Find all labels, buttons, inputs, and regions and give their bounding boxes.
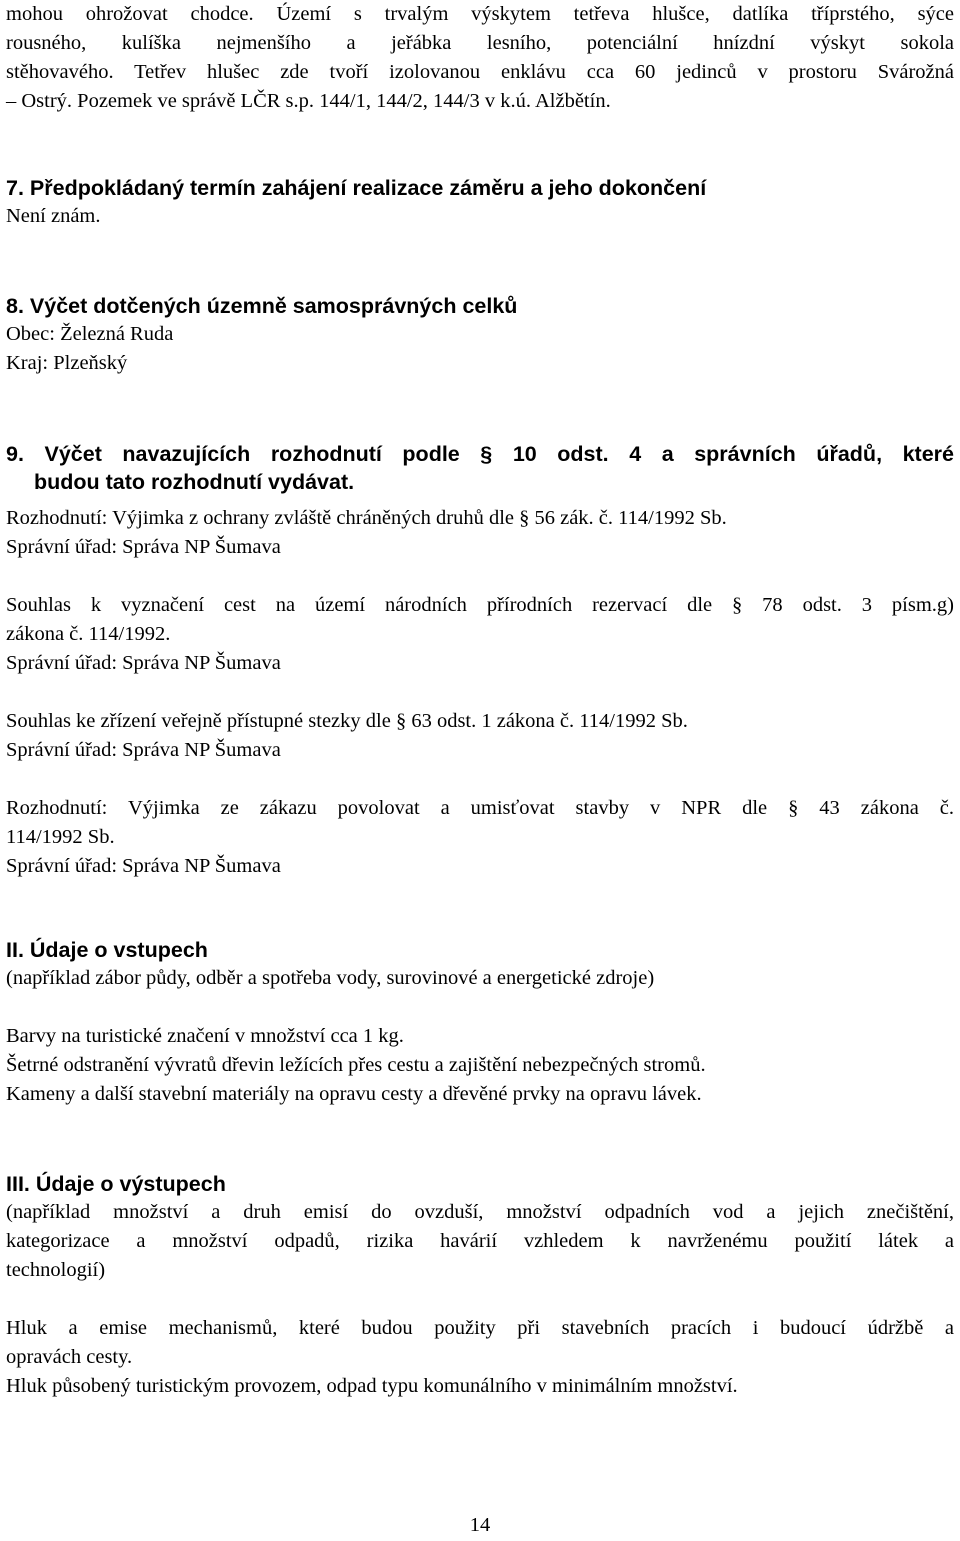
decision-line: zákona č. 114/1992. xyxy=(6,623,171,645)
section-9-items xyxy=(6,504,954,881)
section-7-heading: 7. Předpokládaný termín zahájení realizace záměru a jeho dokončení xyxy=(6,176,707,200)
decision-line: Rozhodnutí: Výjimka ze zákazu povolovat a umisťovat stavby v NPR dle § 43 zákona č. xyxy=(6,797,954,819)
decision-line: Rozhodnutí: Výjimka z ochrany zvláště chráněných druhů dle § 56 zák. č. 114/1992 Sb. xyxy=(6,507,727,529)
section-8-kraj: Kraj: Plzeňský xyxy=(6,352,128,374)
intro-line: rousného, kulíška nejmenšího a jeřábka lesního, potenciální hnízdní výskyt sokola xyxy=(6,32,954,54)
section-9-heading-line: budou tato rozhodnutí vydávat. xyxy=(34,470,355,494)
section-9 xyxy=(6,440,954,496)
section-II-note: (například zábor půdy, odběr a spotřeba vody, surovinové a energetické zdroje) xyxy=(6,967,655,989)
section-III-note-line: kategorizace a množství odpadů, rizika havárií vzhledem k navrženému použití látek a xyxy=(6,1230,954,1252)
input-line: Barvy na turistické značení v množství cca 1 kg. xyxy=(6,1025,404,1047)
input-line: Kameny a další stavební materiály na opravu cesty a dřevěné prvky na opravu lávek. xyxy=(6,1083,702,1105)
decision-line: Souhlas k vyznačení cest na území národních přírodních rezervací dle § 78 odst. 3 písm.g) xyxy=(6,594,954,616)
intro-line: – Ostrý. Pozemek ve správě LČR s.p. 144/1, 144/2, 144/3 v k.ú. Alžbětín. xyxy=(6,90,611,112)
section-III-note-line: technologií) xyxy=(6,1259,106,1281)
section-II xyxy=(6,936,954,1109)
section-III xyxy=(6,1170,954,1401)
section-III-heading: III. Údaje o výstupech xyxy=(6,1172,226,1196)
input-line: Šetrné odstranění vývratů dřevin ležících přes cestu a zajištění nebezpečných stromů. xyxy=(6,1054,706,1076)
intro-line: mohou ohrožovat chodce. Území s trvalým výskytem tetřeva hlušce, datlíka tříprstého, sýce xyxy=(6,3,954,25)
authority-line: Správní úřad: Správa NP Šumava xyxy=(6,652,281,674)
output-line: Hluk a emise mechanismů, které budou použity při stavebních pracích i budoucí údržbě a xyxy=(6,1317,954,1339)
section-8-obec: Obec: Železná Ruda xyxy=(6,323,174,345)
authority-line: Správní úřad: Správa NP Šumava xyxy=(6,855,281,877)
output-line: opravách cesty. xyxy=(6,1346,133,1368)
authority-line: Správní úřad: Správa NP Šumava xyxy=(6,536,281,558)
intro-paragraph xyxy=(6,0,954,116)
authority-line: Správní úřad: Správa NP Šumava xyxy=(6,739,281,761)
section-7-text: Není znám. xyxy=(6,205,101,227)
page-number: 14 xyxy=(469,1514,491,1536)
section-9-heading-line: 9. Výčet navazujících rozhodnutí podle § 10 odst. 4 a správních úřadů, které xyxy=(6,442,954,466)
section-8 xyxy=(6,292,954,378)
decision-line: Souhlas ke zřízení veřejně přístupné stezky dle § 63 odst. 1 zákona č. 114/1992 Sb. xyxy=(6,710,688,732)
section-8-heading: 8. Výčet dotčených územně samosprávných celků xyxy=(6,294,518,318)
section-II-heading: II. Údaje o vstupech xyxy=(6,938,208,962)
output-line: Hluk působený turistickým provozem, odpad typu komunálního v minimálním množství. xyxy=(6,1375,738,1397)
decision-line: 114/1992 Sb. xyxy=(6,826,115,848)
intro-line: stěhovavého. Tetřev hlušec zde tvoří izolovanou enklávu cca 60 jedinců v prostoru Svárožná xyxy=(6,61,954,83)
section-III-note-line: (například množství a druh emisí do ovzduší, množství odpadních vod a jejich znečištění, xyxy=(6,1201,954,1223)
section-7 xyxy=(6,174,954,231)
